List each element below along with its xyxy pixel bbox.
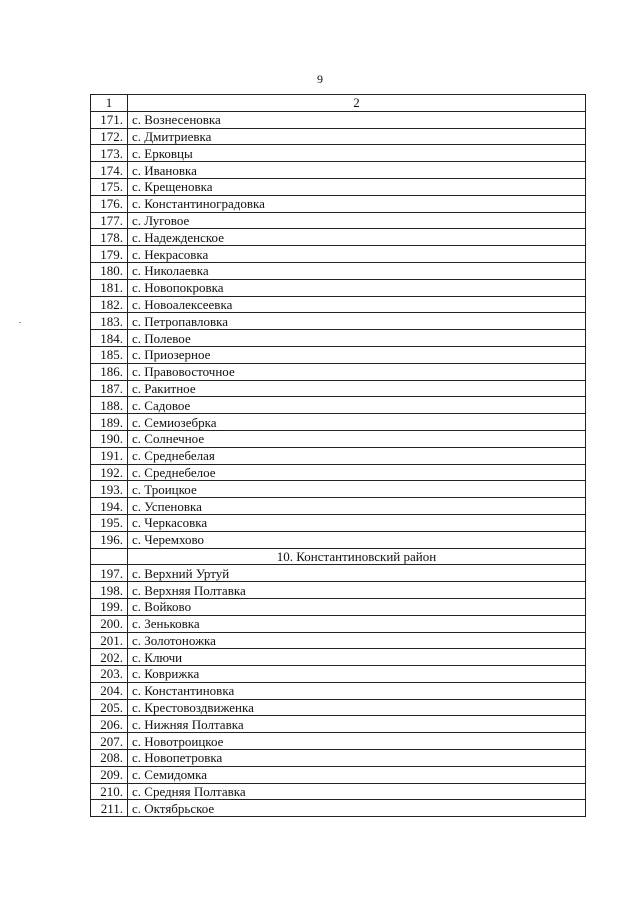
table-row <box>91 531 586 548</box>
settlement-name: с. Ракитное <box>128 380 586 397</box>
table-row <box>91 111 586 128</box>
settlement-name: с. Солнечное <box>128 430 586 447</box>
table-row <box>91 565 586 582</box>
table-row <box>91 430 586 447</box>
table-row <box>91 363 586 380</box>
settlement-name: с. Константиноградовка <box>128 195 586 212</box>
settlement-name: с. Новотроицкое <box>128 733 586 750</box>
row-number: 191. <box>91 447 128 464</box>
row-number: 207. <box>91 733 128 750</box>
settlement-name: с. Ерковцы <box>128 145 586 162</box>
settlement-name: с. Зеньковка <box>128 615 586 632</box>
settlement-name: с. Николаевка <box>128 262 586 279</box>
column-header-number: 1 <box>91 95 128 112</box>
settlement-name: с. Нижняя Полтавка <box>128 716 586 733</box>
table-row <box>91 346 586 363</box>
settlement-name: с. Черемхово <box>128 531 586 548</box>
section-row <box>91 548 586 565</box>
page-number: 9 <box>317 72 323 86</box>
table-row <box>91 246 586 263</box>
table-row <box>91 481 586 498</box>
row-number: 197. <box>91 565 128 582</box>
row-number: 203. <box>91 666 128 683</box>
row-number: 208. <box>91 750 128 767</box>
row-number: 192. <box>91 464 128 481</box>
table-header-row <box>91 95 586 112</box>
table-row <box>91 330 586 347</box>
settlement-name: с. Константиновка <box>128 682 586 699</box>
settlement-name: с. Новопетровка <box>128 750 586 767</box>
table-body <box>91 95 586 817</box>
row-number: 196. <box>91 531 128 548</box>
settlement-name: с. Полевое <box>128 330 586 347</box>
table-row <box>91 447 586 464</box>
section-title: 10. Константиновский район <box>128 548 586 565</box>
settlement-name: с. Среднебелое <box>128 464 586 481</box>
row-number: 173. <box>91 145 128 162</box>
table-row <box>91 783 586 800</box>
table-row <box>91 229 586 246</box>
table-row <box>91 766 586 783</box>
settlement-name: с. Ключи <box>128 649 586 666</box>
row-number: 195. <box>91 514 128 531</box>
row-number: 202. <box>91 649 128 666</box>
table-row <box>91 666 586 683</box>
table-row <box>91 649 586 666</box>
table-row <box>91 145 586 162</box>
table-row <box>91 733 586 750</box>
row-number: 198. <box>91 582 128 599</box>
row-number: 188. <box>91 397 128 414</box>
settlement-name: с. Некрасовка <box>128 246 586 263</box>
table-row <box>91 162 586 179</box>
table-row <box>91 380 586 397</box>
settlement-name: с. Крещеновка <box>128 178 586 195</box>
settlement-name: с. Новопокровка <box>128 279 586 296</box>
row-number: 181. <box>91 279 128 296</box>
table-row <box>91 279 586 296</box>
row-number: 206. <box>91 716 128 733</box>
settlement-name: с. Крестовоздвиженка <box>128 699 586 716</box>
settlement-name: с. Петропавловка <box>128 313 586 330</box>
row-number: 172. <box>91 128 128 145</box>
row-number: 211. <box>91 800 128 817</box>
settlement-name: с. Среднебелая <box>128 447 586 464</box>
settlement-name: с. Правовосточное <box>128 363 586 380</box>
section-empty-cell <box>91 548 128 565</box>
row-number: 183. <box>91 313 128 330</box>
table-row <box>91 498 586 515</box>
table-row <box>91 313 586 330</box>
row-number: 210. <box>91 783 128 800</box>
row-number: 178. <box>91 229 128 246</box>
settlement-name: с. Новоалексеевка <box>128 296 586 313</box>
row-number: 174. <box>91 162 128 179</box>
settlement-name: с. Черкасовка <box>128 514 586 531</box>
row-number: 204. <box>91 682 128 699</box>
row-number: 193. <box>91 481 128 498</box>
row-number: 199. <box>91 598 128 615</box>
row-number: 187. <box>91 380 128 397</box>
table-row <box>91 750 586 767</box>
table-row <box>91 514 586 531</box>
scan-speck <box>19 322 21 323</box>
table-row <box>91 128 586 145</box>
row-number: 201. <box>91 632 128 649</box>
table-row <box>91 598 586 615</box>
row-number: 182. <box>91 296 128 313</box>
table-row <box>91 178 586 195</box>
row-number: 205. <box>91 699 128 716</box>
settlement-name: с. Семиозебрка <box>128 414 586 431</box>
row-number: 176. <box>91 195 128 212</box>
table-row <box>91 682 586 699</box>
row-number: 200. <box>91 615 128 632</box>
row-number: 190. <box>91 430 128 447</box>
settlement-name: с. Октябрьское <box>128 800 586 817</box>
row-number: 171. <box>91 111 128 128</box>
settlements-table <box>90 94 586 817</box>
settlement-name: с. Золотоножка <box>128 632 586 649</box>
settlement-name: с. Средняя Полтавка <box>128 783 586 800</box>
settlement-name: с. Успеновка <box>128 498 586 515</box>
table-row <box>91 632 586 649</box>
settlement-name: с. Семидомка <box>128 766 586 783</box>
row-number: 184. <box>91 330 128 347</box>
settlement-name: с. Дмитриевка <box>128 128 586 145</box>
settlement-name: с. Ивановка <box>128 162 586 179</box>
table-row <box>91 296 586 313</box>
table-row <box>91 195 586 212</box>
row-number: 177. <box>91 212 128 229</box>
table-row <box>91 716 586 733</box>
settlement-name: с. Садовое <box>128 397 586 414</box>
row-number: 209. <box>91 766 128 783</box>
settlement-name: с. Верхний Уртуй <box>128 565 586 582</box>
table-row <box>91 464 586 481</box>
settlement-name: с. Троицкое <box>128 481 586 498</box>
settlement-name: с. Верхняя Полтавка <box>128 582 586 599</box>
table-row <box>91 800 586 817</box>
row-number: 180. <box>91 262 128 279</box>
table-row <box>91 212 586 229</box>
settlement-name: с. Вознесеновка <box>128 111 586 128</box>
table-row <box>91 414 586 431</box>
row-number: 175. <box>91 178 128 195</box>
table-row <box>91 262 586 279</box>
row-number: 186. <box>91 363 128 380</box>
table-row <box>91 615 586 632</box>
table-row <box>91 582 586 599</box>
settlement-name: с. Коврижка <box>128 666 586 683</box>
row-number: 179. <box>91 246 128 263</box>
row-number: 194. <box>91 498 128 515</box>
column-header-name: 2 <box>128 95 586 112</box>
row-number: 185. <box>91 346 128 363</box>
row-number: 189. <box>91 414 128 431</box>
table-row <box>91 699 586 716</box>
settlement-name: с. Войково <box>128 598 586 615</box>
settlement-name: с. Луговое <box>128 212 586 229</box>
settlement-name: с. Надежденское <box>128 229 586 246</box>
settlement-name: с. Приозерное <box>128 346 586 363</box>
table-row <box>91 397 586 414</box>
